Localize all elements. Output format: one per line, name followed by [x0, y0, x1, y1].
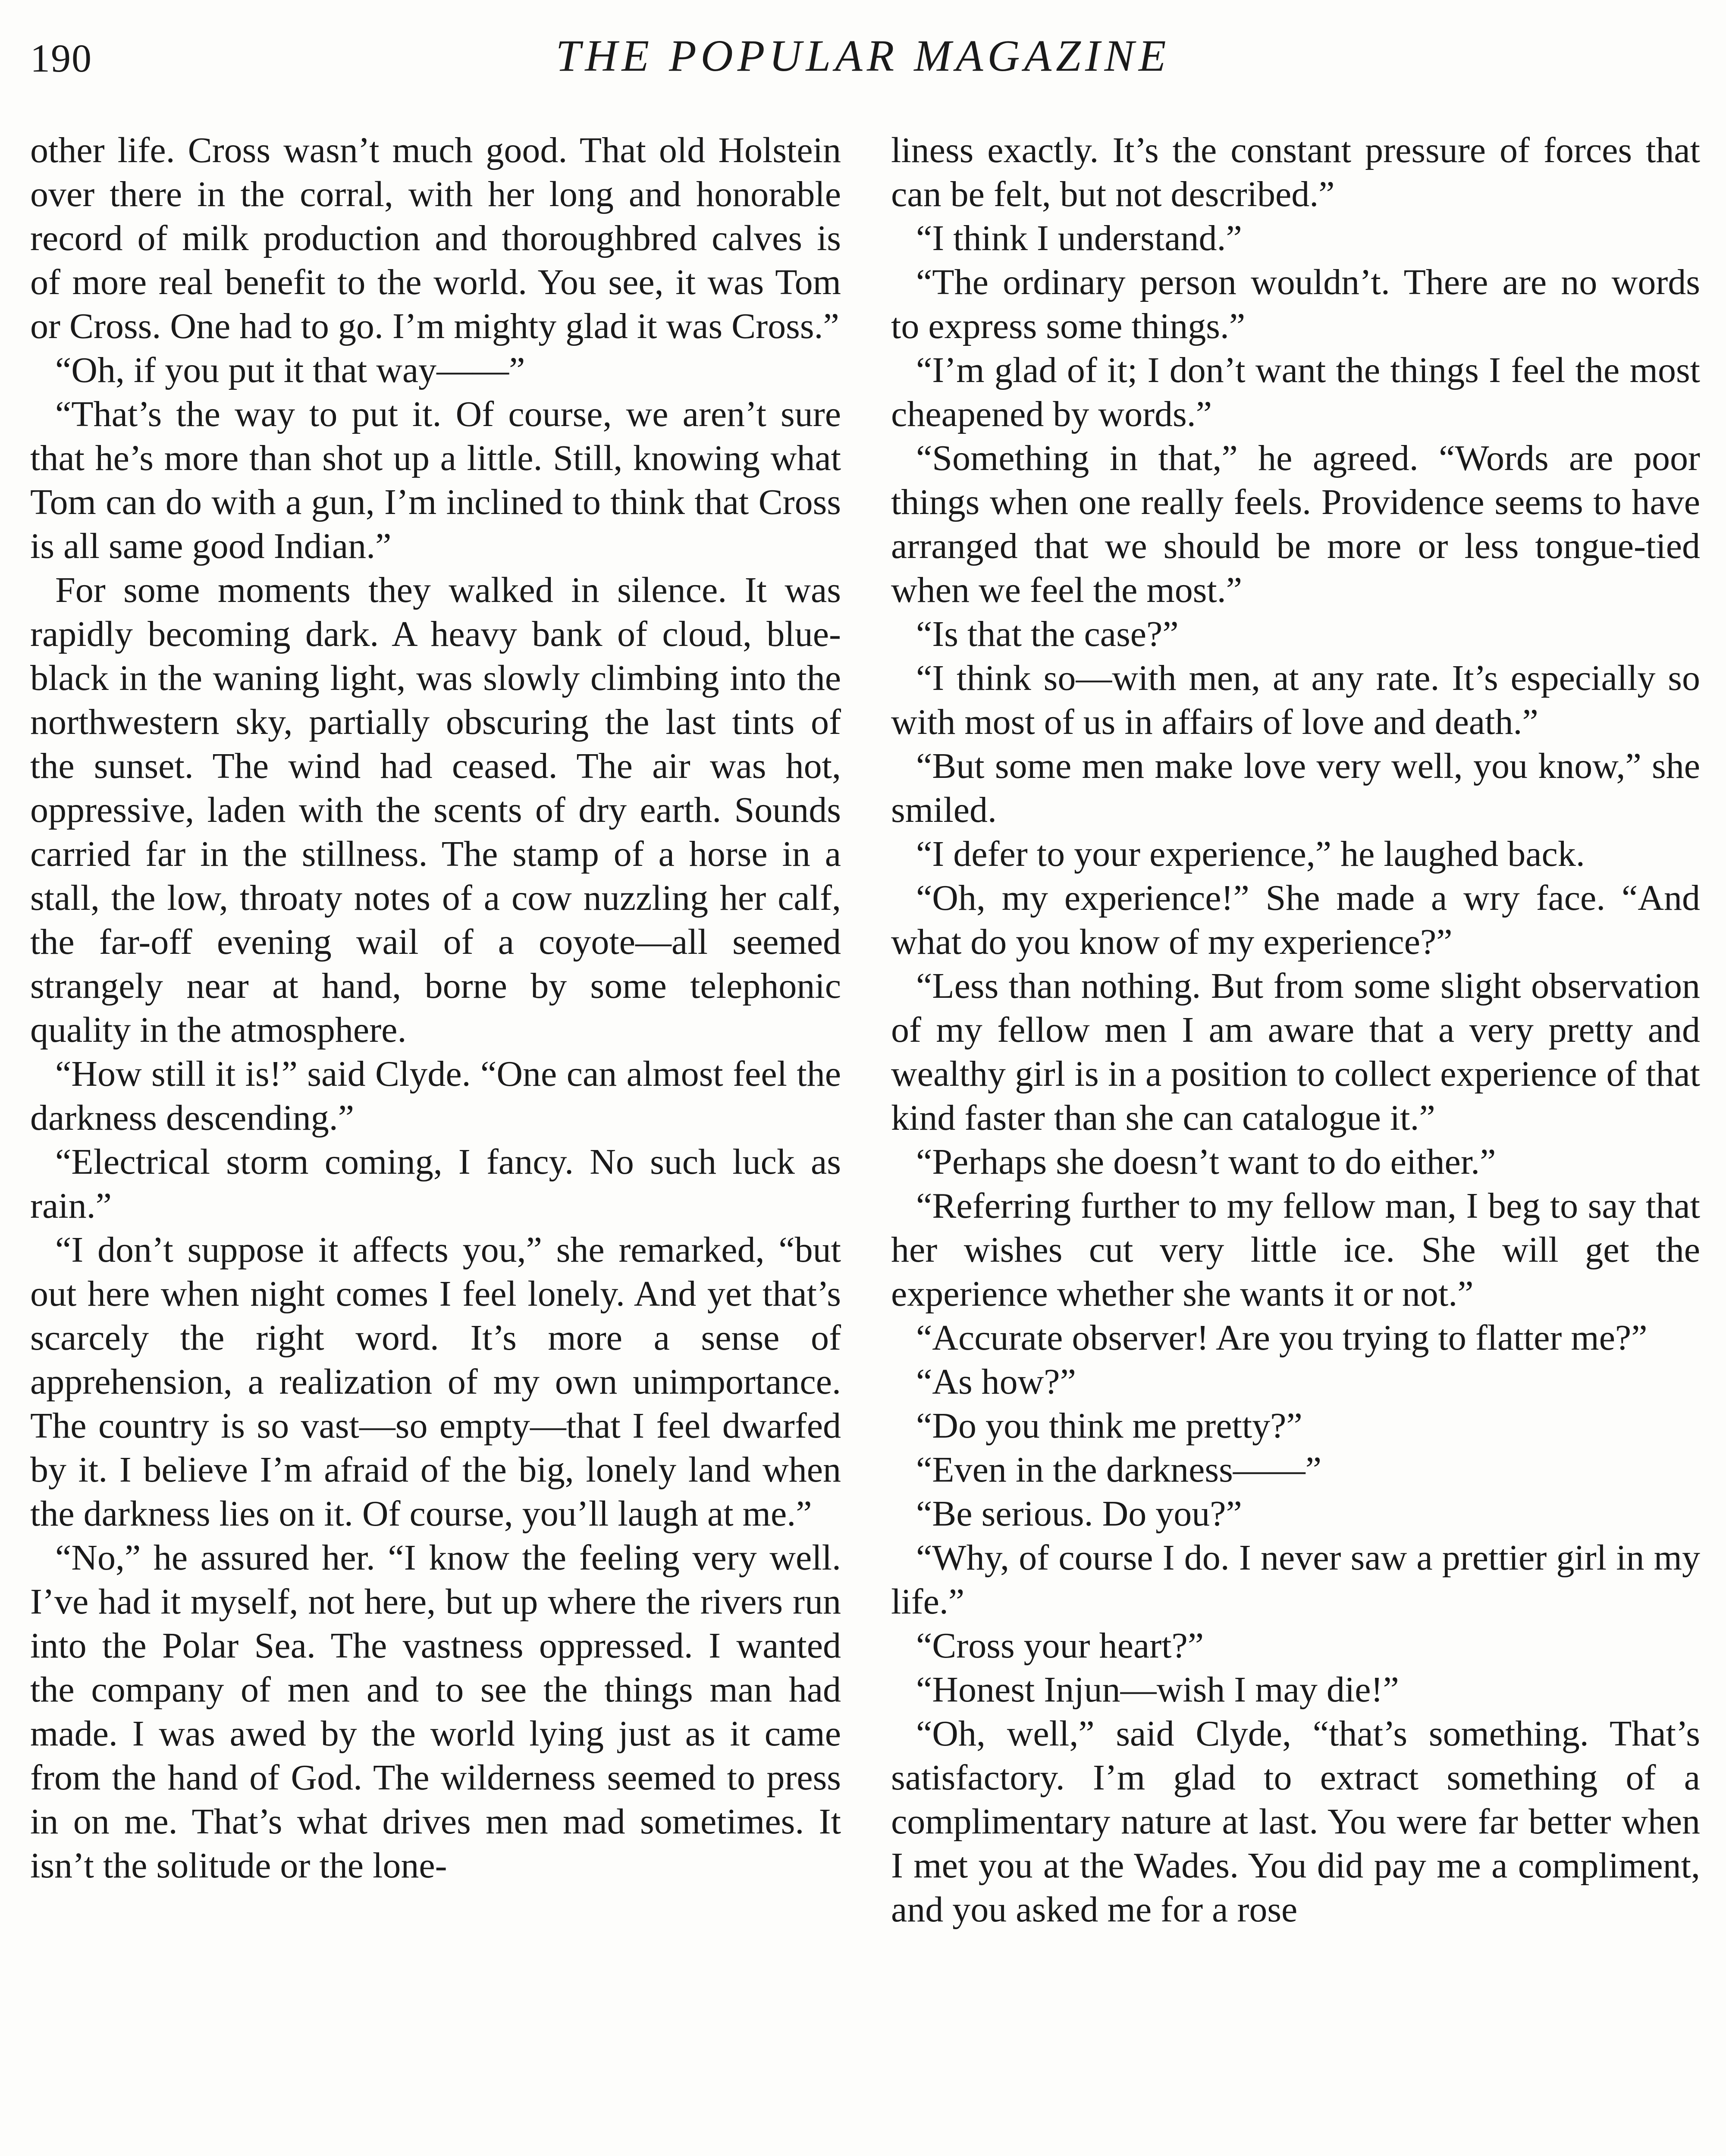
paragraph: “Something in that,” he agreed. “Words are poor things when one really feels. Providence seems to have arranged that we should be more or less tongue-tied when we feel the most.”: [891, 438, 1700, 610]
paragraph: “Oh, my experience!” She made a wry face. “And what do you know of my experience?”: [891, 878, 1700, 962]
paragraph: “Do you think me pretty?”: [916, 1406, 1302, 1446]
paragraph: “Less than nothing. But from some slight observation of my fellow men I am aware that a very pretty and wealthy girl is in a position to collect experience of that kind faster than she can catalogue it.”: [891, 966, 1700, 1138]
paragraph: “I think I understand.”: [916, 218, 1242, 258]
paragraph: “Accurate observer! Are you trying to flatter me?”: [916, 1318, 1648, 1358]
paragraph: liness exactly. It’s the constant pressure of forces that can be felt, but not described.”: [891, 130, 1700, 214]
paragraph: “Be serious. Do you?”: [916, 1494, 1242, 1534]
paragraph: “I think so—with men, at any rate. It’s especially so with most of us in affairs of love and death.”: [891, 658, 1700, 742]
paragraph: “No,” he assured her. “I know the feeling very well. I’ve had it myself, not here, but up where the rivers run into the Polar Sea. The vastness oppressed. I wanted the company of men and to see the things man had made. I was awed by the world lying just as it came from the hand of God. The wilderness seemed to press in on me. That’s what drives men mad sometimes. It isn’t the solitude or the lone-: [30, 1538, 841, 1886]
paragraph: “Cross your heart?”: [916, 1626, 1204, 1666]
paragraph: “How still it is!” said Clyde. “One can almost feel the darkness descending.”: [30, 1054, 841, 1138]
paragraph: “Why, of course I do. I never saw a prettier girl in my life.”: [891, 1538, 1700, 1622]
paragraph: “Even in the darkness——”: [916, 1450, 1322, 1490]
paragraph: “As how?”: [916, 1362, 1076, 1402]
paragraph: “Is that the case?”: [916, 614, 1179, 654]
right-column: [891, 128, 1700, 1932]
paragraph: other life. Cross wasn’t much good. That old Holstein over there in the corral, with her long and honorable record of milk production and thoroughbred calves is of more real benefit to the world. You see, it was Tom or Cross. One had to go. I’m mighty glad it was Cross.”: [30, 130, 841, 346]
paragraph: “The ordinary person wouldn’t. There are no words to express some things.”: [891, 262, 1700, 346]
paragraph: “Honest Injun—wish I may die!”: [916, 1670, 1399, 1710]
left-column: [30, 128, 841, 1888]
page-header: [30, 30, 1696, 95]
paragraph: “Electrical storm coming, I fancy. No such luck as rain.”: [30, 1142, 841, 1226]
paragraph: “But some men make love very well, you know,” she smiled.: [891, 746, 1700, 830]
paragraph: “I don’t suppose it affects you,” she remarked, “but out here when night comes I feel lonely. And yet that’s scarcely the right word. It’s more a sense of apprehension, a realization of my own unimportance. The country is so vast—so empty—that I feel dwarfed by it. I believe I’m afraid of the big, lonely land when the darkness lies on it. Of course, you’ll laugh at me.”: [30, 1230, 841, 1534]
paragraph: “Oh, well,” said Clyde, “that’s something. That’s satisfactory. I’m glad to extract something of a complimentary nature at last. You were far better when I met you at the Wades. You did pay me a compliment, and you asked me for a rose: [891, 1714, 1700, 1930]
paragraph: For some moments they walked in silence. It was rapidly becoming dark. A heavy bank of cloud, blue-black in the waning light, was slowly climbing into the northwestern sky, partially obscuring the last tints of the sunset. The wind had ceased. The air was hot, oppressive, laden with the scents of dry earth. Sounds carried far in the stillness. The stamp of a horse in a stall, the low, throaty notes of a cow nuzzling her calf, the far-off evening wail of a coyote—all seemed strangely near at hand, borne by some telephonic quality in the atmosphere.: [30, 570, 841, 1050]
paragraph: “I’m glad of it; I don’t want the things I feel the most cheapened by words.”: [891, 350, 1700, 434]
paragraph: “That’s the way to put it. Of course, we aren’t sure that he’s more than shot up a little. Still, knowing what Tom can do with a gun, I’m inclined to think that Cross is all same good Indian.”: [30, 394, 841, 566]
paragraph: “Referring further to my fellow man, I beg to say that her wishes cut very little ice. She will get the experience whether she wants it or not.”: [891, 1186, 1700, 1314]
paragraph: “Oh, if you put it that way——”: [55, 350, 525, 390]
running-head: THE POPULAR MAGAZINE: [555, 31, 1171, 81]
paragraph: “I defer to your experience,” he laughed back.: [916, 834, 1585, 874]
page-number: 190: [30, 36, 92, 80]
paragraph: “Perhaps she doesn’t want to do either.”: [916, 1142, 1496, 1182]
